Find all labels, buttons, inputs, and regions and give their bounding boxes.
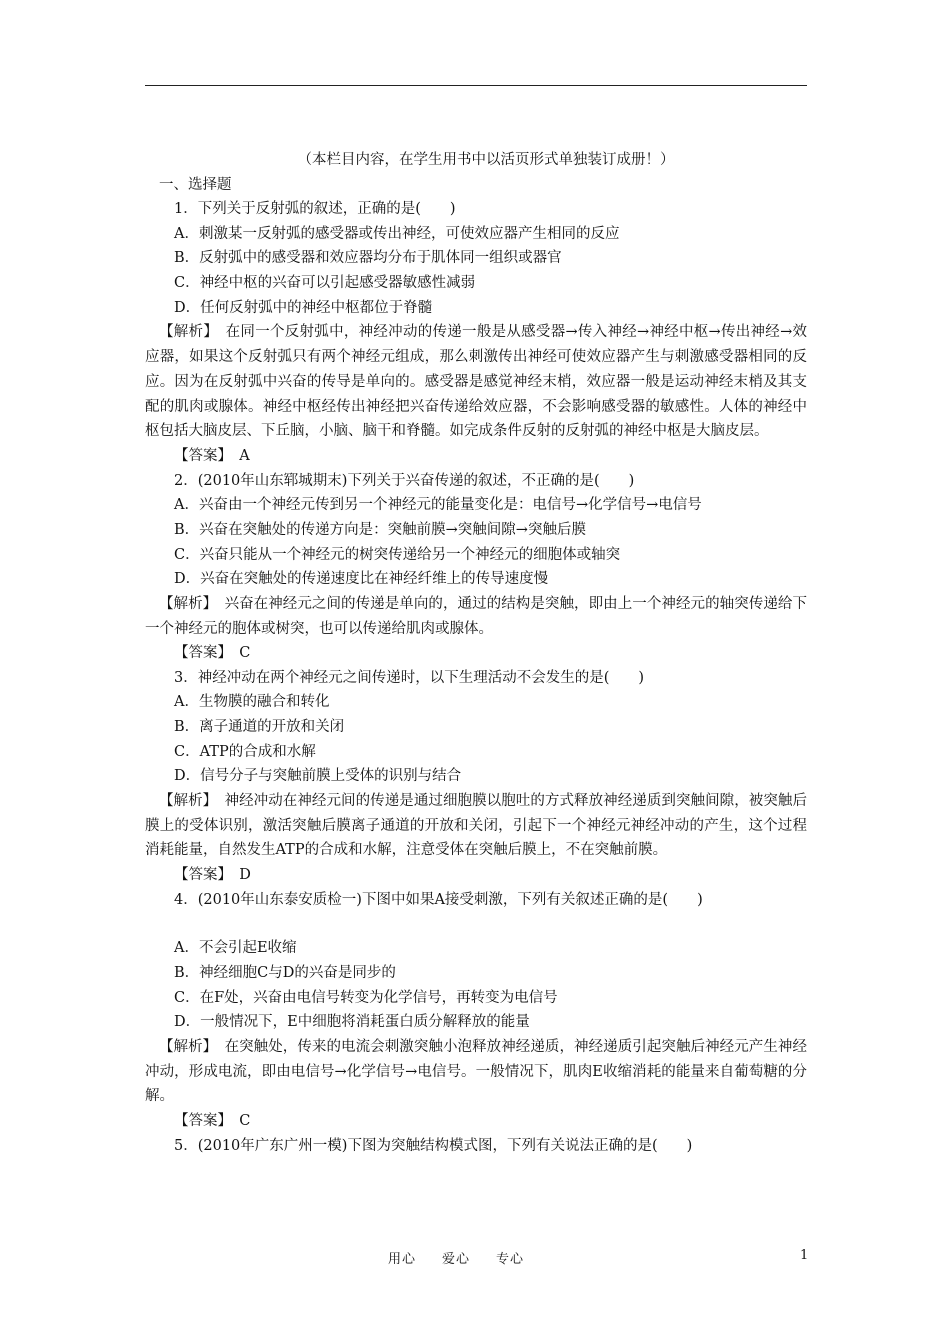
question-2-answer <box>145 641 807 666</box>
answer-label: 【答案】 <box>174 1113 225 1130</box>
question-1-analysis <box>145 320 807 444</box>
question-4-option-b: B．神经细胞C与D的兴奋是同步的 <box>174 965 396 982</box>
question-2-stem: 2．(2010年山东郓城期末)下列关于兴奋传递的叙述，不正确的是( ) <box>174 472 635 489</box>
question-5-stem: 5．(2010年广东广州一模)下图为突触结构模式图，下列有关说法正确的是( ) <box>174 1137 693 1154</box>
header-note: （本栏目内容，在学生用书中以活页形式单独装订成册！） <box>297 152 675 168</box>
question-4-answer <box>145 1109 807 1134</box>
question-3-option-a: A．生物膜的融合和转化 <box>174 694 330 711</box>
analysis-text: 兴奋在神经元之间的传递是单向的，通过的结构是突触，即由上一个神经元的轴突传递给下一个神经元的胞体或树突，也可以传递给肌肉或腺体。 <box>145 595 807 637</box>
question-3-answer <box>145 863 807 888</box>
analysis-label: 【解析】 <box>159 792 210 809</box>
answer-value: C <box>239 1113 251 1130</box>
analysis-label: 【解析】 <box>159 1038 210 1055</box>
question-1-option-a: A．刺激某一反射弧的感受器或传出神经，可使效应器产生相同的反应 <box>174 225 620 242</box>
question-2-option-a: A．兴奋由一个神经元传到另一个神经元的能量变化是：电信号→化学信号→电信号 <box>174 497 702 514</box>
question-2-option-b: B．兴奋在突触处的传递方向是：突触前膜→突触间隙→突触后膜 <box>174 521 586 538</box>
question-4-option-a: A．不会引起E收缩 <box>174 940 297 957</box>
question-3-option-d: D．信号分子与突触前膜上受体的识别与结合 <box>174 768 462 785</box>
question-3-analysis <box>145 789 807 863</box>
header-rule <box>145 85 807 86</box>
footer-word: 爱心 <box>442 1252 471 1267</box>
answer-value: A <box>239 448 250 465</box>
question-3-stem: 3．神经冲动在两个神经元之间传递时，以下生理活动不会发生的是( ) <box>174 669 645 686</box>
analysis-label: 【解析】 <box>159 595 210 612</box>
analysis-text: 在突触处，传来的电流会刺激突触小泡释放神经递质，神经递质引起突触后神经元产生神经冲动，形成电流，即由电信号→化学信号→电信号。一般情况下，肌肉E收缩消耗的能量来自葡萄糖的分解。 <box>145 1038 807 1105</box>
question-4-option-c: C．在F处，兴奋由电信号转变为化学信号，再转变为电信号 <box>174 989 558 1006</box>
answer-label: 【答案】 <box>174 448 225 465</box>
question-2-option-d: D．兴奋在突触处的传递速度比在神经纤维上的传导速度慢 <box>174 571 549 588</box>
answer-value: D <box>239 867 251 884</box>
analysis-text: 在同一个反射弧中，神经冲动的传递一般是从感受器→传入神经→神经中枢→传出神经→效应器，如果这个反射弧只有两个神经元组成，那么刺激传出神经可使效应器产生与刺激感受器相同的反应。因为在反射弧中兴奋的传导是单向的。感受器是感觉神经末梢，效应器一般是运动神经末梢及其支配的肌肉或腺体。神经中枢经传出神经把兴奋传递给效应器，不会影响感受器的敏感性。人体的神经中枢包括大脑皮层、下丘脑，小脑、脑干和脊髓。如完成条件反射的反射弧的神经中枢是大脑皮层。 <box>145 324 807 440</box>
figure-placeholder <box>145 912 807 936</box>
question-1-option-d: D．任何反射弧中的神经中枢都位于脊髓 <box>174 299 433 316</box>
analysis-label: 【解析】 <box>159 324 211 341</box>
question-1-answer <box>145 444 807 469</box>
analysis-text: 神经冲动在神经元间的传递是通过细胞膜以胞吐的方式释放神经递质到突触间隙，被突触后膜上的受体识别，激活突触后膜离子通道的开放和关闭，引起下一个神经元神经冲动的产生，这个过程消耗能量，自然发生ATP的合成和水解，注意受体在突触后膜上，不在突触前膜。 <box>145 792 807 859</box>
question-4-option-d: D．一般情况下，E中细胞将消耗蛋白质分解释放的能量 <box>174 1014 530 1031</box>
section-title: 一、选择题 <box>159 176 232 193</box>
answer-label: 【答案】 <box>174 645 225 662</box>
footer-motto <box>388 1248 550 1267</box>
question-1-option-c: C．神经中枢的兴奋可以引起感受器敏感性减弱 <box>174 274 476 291</box>
footer-word: 用心 <box>388 1252 417 1267</box>
question-1-option-b: B．反射弧中的感受器和效应器均分布于肌体同一组织或器官 <box>174 250 562 267</box>
question-4-stem: 4．(2010年山东泰安质检一)下图中如果A接受刺激，下列有关叙述正确的是( ) <box>174 891 703 908</box>
question-2-option-c: C．兴奋只能从一个神经元的树突传递给另一个神经元的细胞体或轴突 <box>174 546 621 563</box>
page-number: 1 <box>800 1248 809 1263</box>
question-1-stem: 1．下列关于反射弧的叙述，正确的是( ) <box>174 201 456 218</box>
answer-label: 【答案】 <box>174 867 225 884</box>
question-3-option-c: C．ATP的合成和水解 <box>174 743 316 760</box>
question-4-analysis <box>145 1035 807 1109</box>
answer-value: C <box>239 645 251 662</box>
document-body <box>145 148 807 1158</box>
question-3-option-b: B．离子通道的开放和关闭 <box>174 719 345 736</box>
question-2-analysis <box>145 592 807 642</box>
footer-word: 专心 <box>496 1252 525 1267</box>
